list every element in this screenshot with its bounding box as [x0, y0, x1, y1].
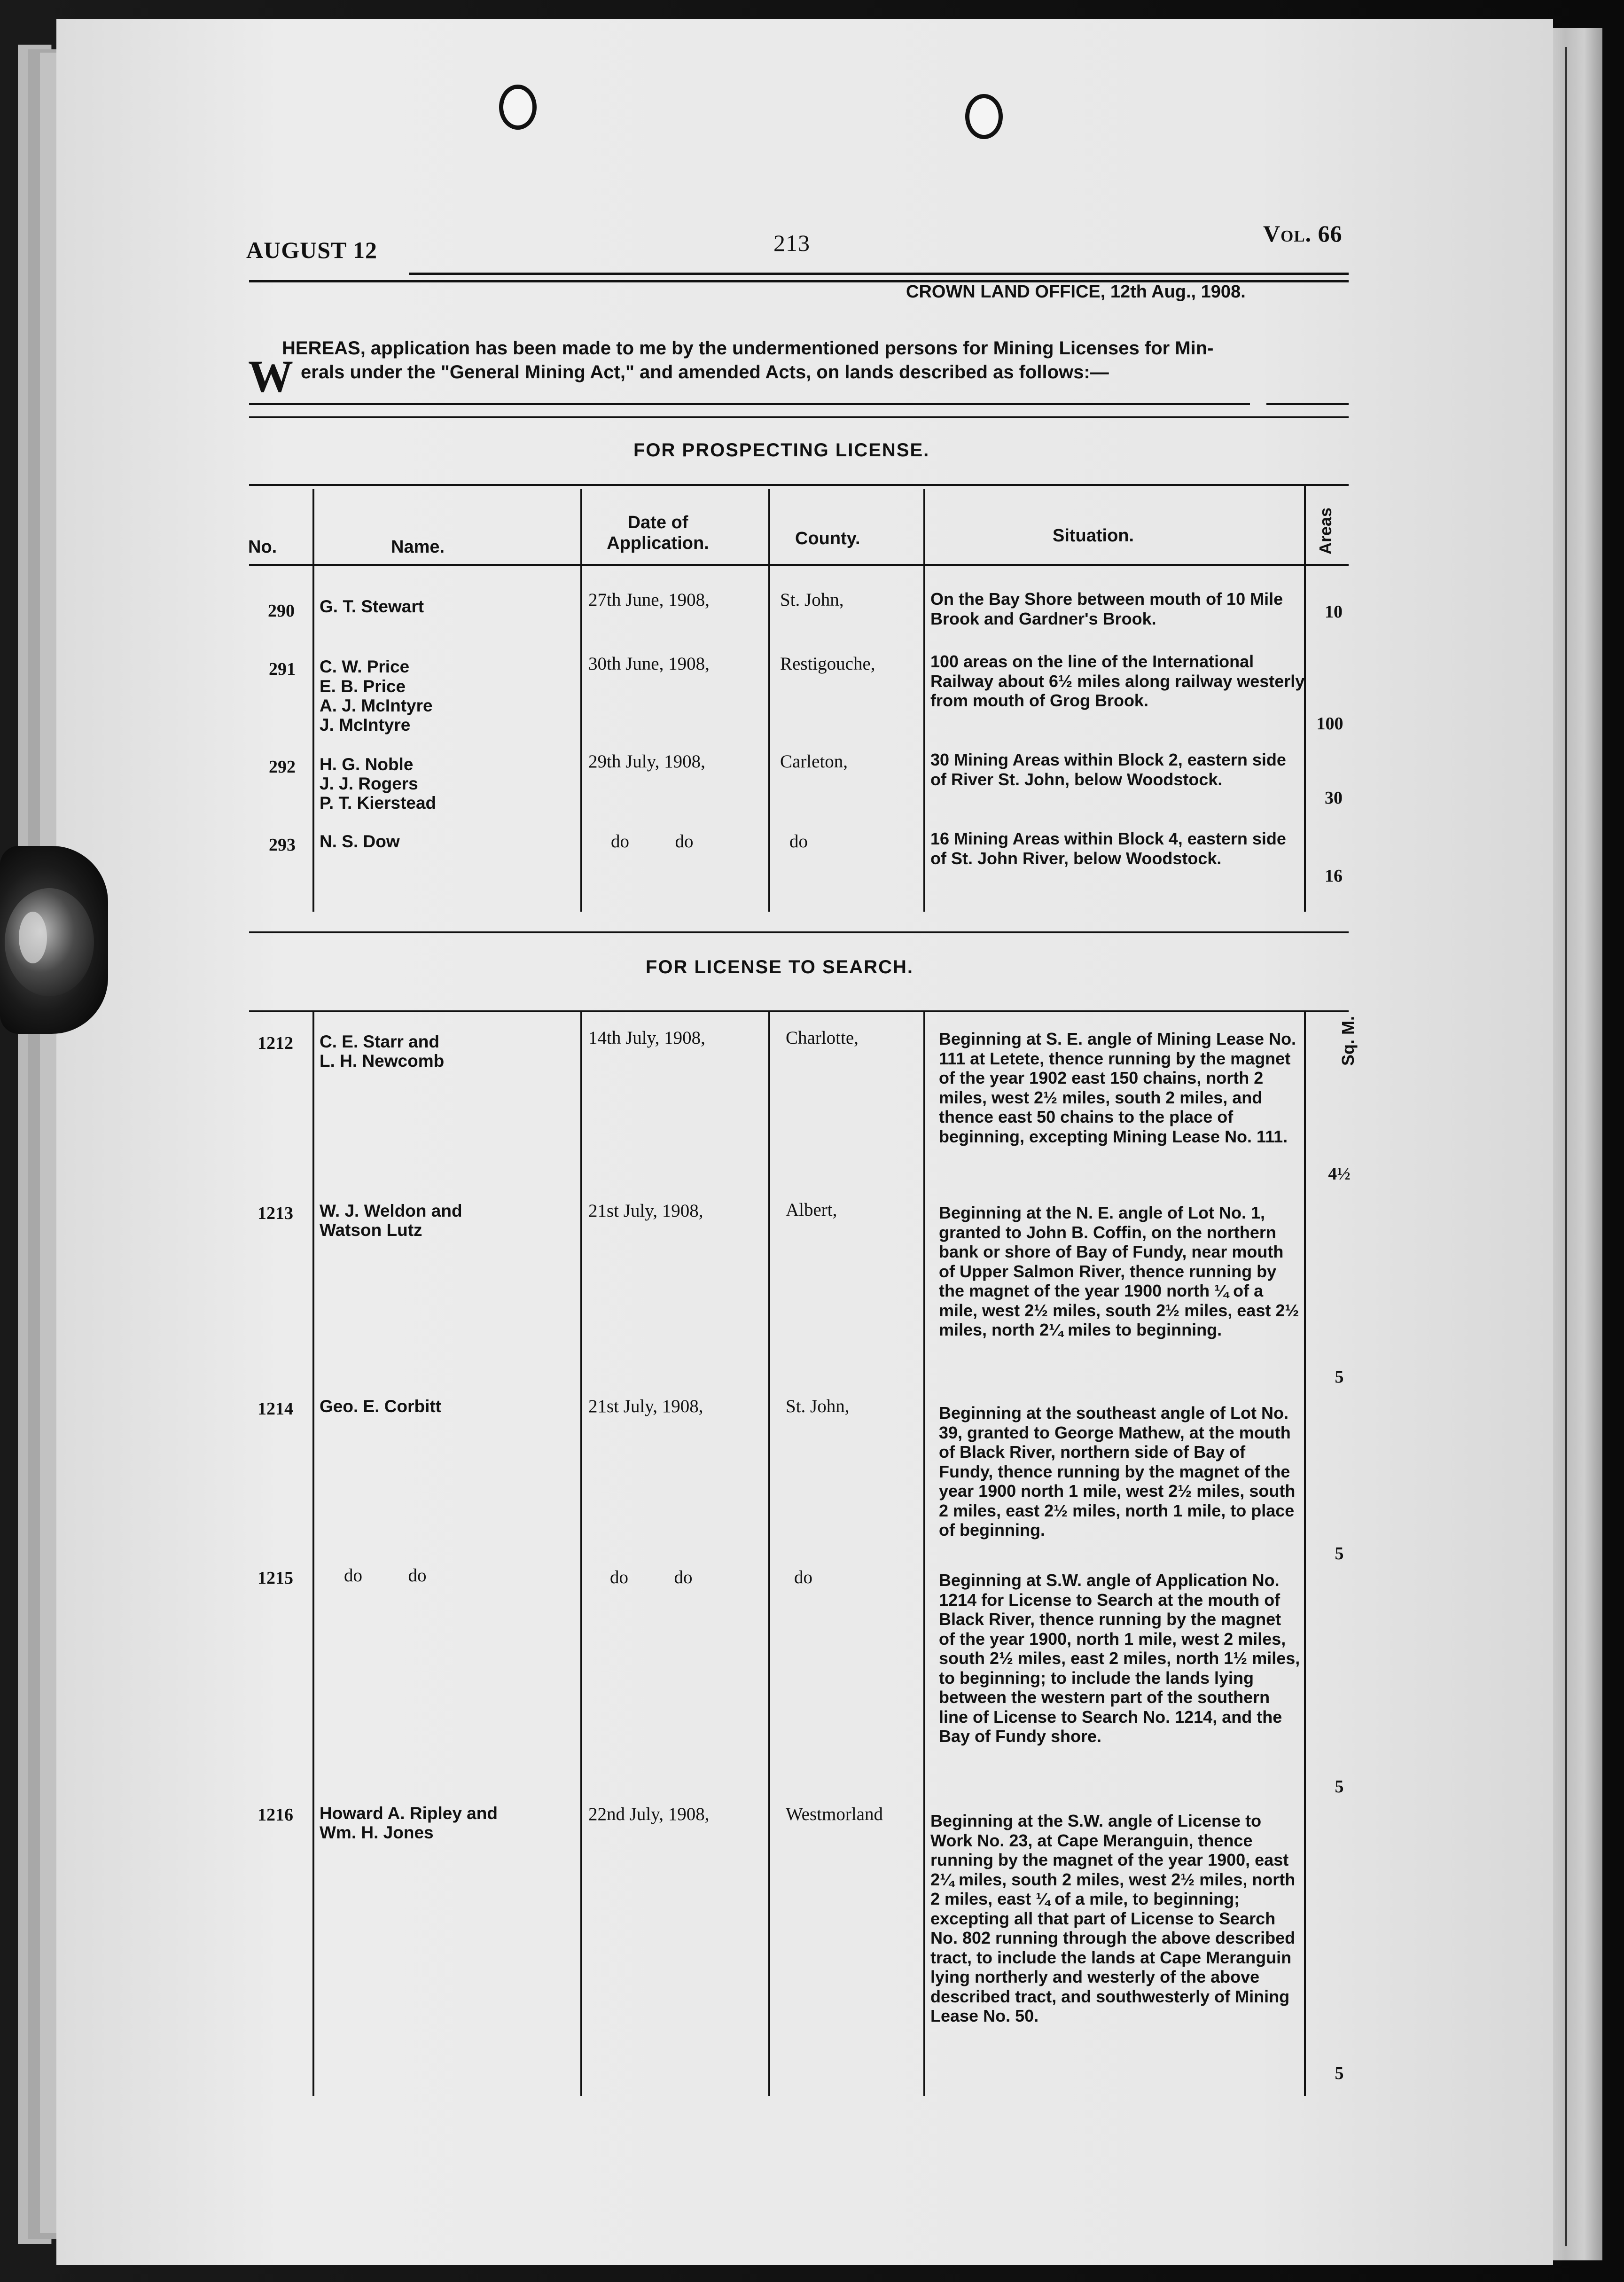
row-number: 1212: [258, 1033, 293, 1053]
applicant-name-ditto: do do: [344, 1565, 427, 1586]
column-rule: [768, 1010, 770, 2096]
county: Albert,: [786, 1200, 837, 1220]
application-date-ditto: do do: [610, 1567, 693, 1587]
row-number: 1216: [258, 1805, 293, 1825]
situation: On the Bay Shore between mouth of 10 Mile Brook and Gardner's Brook.: [930, 589, 1283, 628]
applicant-name: C. E. Starr and: [320, 1032, 439, 1051]
applicant-name: Wm. H. Jones: [320, 1823, 434, 1842]
county: Carleton,: [780, 751, 848, 772]
col-header-no: No.: [248, 537, 277, 557]
table-header-rule: [249, 564, 1349, 566]
application-date-ditto: do do: [611, 831, 694, 852]
col-header-date: Date of Application.: [607, 513, 709, 553]
row-number: 1215: [258, 1568, 293, 1588]
area-value: 10: [1325, 602, 1343, 622]
column-rule: [580, 1010, 582, 2096]
applicant-name: J. J. Rogers: [320, 774, 418, 793]
column-rule: [312, 1010, 314, 2096]
situation: Beginning at S. E. angle of Mining Lease No. 111 at Letete, thence running by the magnet of the year 1902 east 150 chains, north 2 miles, west 2½ miles, south 2 miles, and thence east 50 chains to the place of beginning, excepting Mining Lease No. 111.: [939, 1029, 1296, 1146]
punch-hole: [965, 94, 1003, 139]
running-head-date: AUGUST 12: [246, 237, 377, 263]
binder-clip-shine: [19, 912, 47, 963]
area-value: 30: [1325, 788, 1343, 808]
applicant-name: J. McIntyre: [320, 715, 411, 735]
column-rule: [580, 489, 582, 912]
table-top-rule: [249, 484, 1349, 486]
area-value: 5: [1335, 1777, 1344, 1797]
county: Westmorland: [786, 1804, 883, 1824]
prospecting-section-title: FOR PROSPECTING LICENSE.: [633, 440, 930, 461]
applicant-name: H. G. Noble: [320, 755, 414, 774]
application-date: 21st July, 1908,: [588, 1201, 703, 1221]
column-rule: [768, 489, 770, 912]
application-date: 27th June, 1908,: [588, 590, 710, 610]
application-date: 30th June, 1908,: [588, 654, 710, 674]
column-rule: [923, 1010, 925, 2096]
row-number: 1214: [258, 1399, 293, 1419]
column-rule: [1304, 1010, 1306, 2096]
applicant-name: A. J. McIntyre: [320, 696, 433, 715]
col-header-sq-miles: Sq. M.: [1338, 1016, 1358, 1066]
page-number: 213: [773, 230, 810, 256]
situation: 100 areas on the line of the International Railway about 6½ miles along railway westerly from mouth of Grog Brook.: [930, 652, 1305, 710]
situation: Beginning at S.W. angle of Application No. 1214 for License to Search at the mouth of Black River, thence running by the magnet of the year 1900, north 1 mile, west 2 miles, south 2½ miles, east 2 miles, north 1½ miles, to beginning; to include the lands lying between the western part of the southern line of License to Search No. 1214, and the Bay of Fundy shore.: [939, 1571, 1300, 1746]
applicant-name: C. W. Price: [320, 657, 410, 676]
office-line: CROWN LAND OFFICE, 12th Aug., 1908.: [906, 282, 1246, 302]
row-number: 291: [269, 659, 296, 679]
area-value: 100: [1316, 714, 1343, 734]
row-number: 293: [269, 835, 296, 855]
area-value: 5: [1335, 1544, 1344, 1563]
situation: Beginning at the N. E. angle of Lot No. 1, granted to John B. Coffin, on the northern bank or shore of Bay of Fundy, near mouth of Upper Salmon River, thence running by the magnet of the year 1900 north ¼ of a mile, west 2½ miles, south 2½ miles, east 2½ miles, north 2¼ miles to beginning.: [939, 1203, 1299, 1339]
col-header-county: County.: [795, 529, 860, 548]
dropcap-letter: W: [248, 351, 293, 401]
county: St. John,: [786, 1396, 850, 1416]
application-date: 29th July, 1908,: [588, 751, 705, 772]
row-number: 290: [268, 601, 295, 621]
area-value: 5: [1335, 2063, 1344, 2083]
column-rule: [923, 489, 925, 912]
county-ditto: do: [794, 1567, 812, 1587]
binder-clip-knob: [5, 888, 94, 996]
intro-line-2: erals under the "General Mining Act," and amended Acts, on lands described as follows:—: [301, 362, 1109, 383]
application-date: 21st July, 1908,: [588, 1396, 703, 1416]
application-date: 22nd July, 1908,: [588, 1804, 710, 1824]
county: St. John,: [780, 590, 844, 610]
col-header-situation: Situation.: [1053, 526, 1134, 546]
situation: Beginning at the S.W. angle of License to Work No. 23, at Cape Meranguin, thence running by the magnet of the year 1900, east 2¼ miles, south 2 miles, west 2½ miles, north 2 miles, east ¼ of a mile, to beginning; excepting all that part of License to Search No. 802 running through the above described tract, to include the lands at Cape Meranguin lying northerly and westerly of the above described tract, and southwesterly of Mining Lease No. 50.: [930, 1811, 1296, 2025]
applicant-name: Howard A. Ripley and: [320, 1804, 498, 1823]
applicant-name: L. H. Newcomb: [320, 1051, 445, 1071]
section-rule: [249, 403, 1250, 405]
table-bottom-rule: [249, 931, 1349, 933]
application-date: 14th July, 1908,: [588, 1028, 705, 1048]
county: Restigouche,: [780, 654, 875, 674]
area-value: 5: [1335, 1367, 1344, 1387]
header-rule: [409, 273, 1349, 275]
area-value: 16: [1325, 866, 1343, 886]
applicant-name: N. S. Dow: [320, 832, 400, 851]
applicant-name: G. T. Stewart: [320, 597, 424, 616]
binding-line: [1565, 47, 1567, 2246]
volume-number: Vol. 66: [1263, 220, 1343, 247]
section-rule: [1266, 403, 1349, 405]
applicant-name: Geo. E. Corbitt: [320, 1397, 441, 1416]
row-number: 1213: [258, 1204, 293, 1223]
col-header-areas: Areas: [1316, 507, 1335, 555]
search-section-title: FOR LICENSE TO SEARCH.: [646, 957, 914, 977]
area-value: 4½: [1328, 1164, 1351, 1184]
situation: Beginning at the southeast angle of Lot No. 39, granted to George Mathew, at the mouth of Black River, northern side of Bay of Fundy, thence running by the magnet of the year 1900 north 1 mile, west 2½ miles, south 2 miles, east 2½ miles, north 1 mile, to place of beginning.: [939, 1403, 1296, 1540]
applicant-name: W. J. Weldon and: [320, 1201, 462, 1220]
county: Charlotte,: [786, 1028, 859, 1048]
column-rule: [312, 489, 314, 912]
intro-line-1: HEREAS, application has been made to me by the undermentioned persons for Mining Licenses for Min-: [282, 338, 1214, 359]
row-number: 292: [269, 757, 296, 777]
applicant-name: E. B. Price: [320, 677, 406, 696]
col-header-name: Name.: [391, 537, 445, 557]
situation: 30 Mining Areas within Block 2, eastern side of River St. John, below Woodstock.: [930, 750, 1286, 789]
situation: 16 Mining Areas within Block 4, eastern side of St. John River, below Woodstock.: [930, 829, 1286, 868]
county-ditto: do: [789, 831, 808, 852]
punch-hole: [499, 85, 537, 130]
applicant-name: P. T. Kierstead: [320, 793, 437, 813]
table-top-rule: [249, 1010, 1349, 1012]
section-rule: [249, 416, 1349, 418]
applicant-name: Watson Lutz: [320, 1220, 422, 1240]
